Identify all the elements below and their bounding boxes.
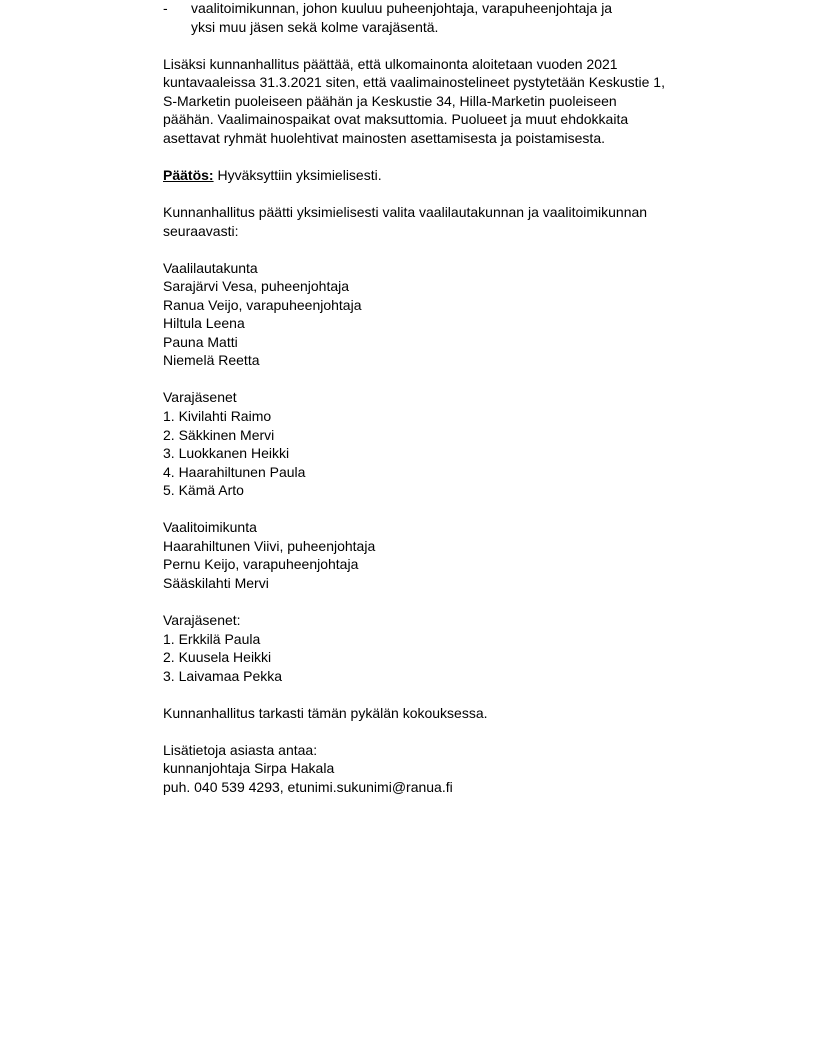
member: Hiltula Leena xyxy=(163,315,245,332)
decision xyxy=(163,166,665,185)
section-title: Varajäsenet: xyxy=(163,612,241,629)
text-line: kuntavaaleissa 31.3.2021 siten, että vaalimainostelineet pystytetään Keskustie 1, xyxy=(163,74,665,91)
deputy: 3. Laivamaa Pekka xyxy=(163,667,283,684)
section-title: Vaalitoimikunta xyxy=(163,519,257,536)
checked-statement: Kunnanhallitus tarkasti tämän pykälän kokouksessa. xyxy=(163,704,488,721)
deputy: 1. Erkkilä Paula xyxy=(163,630,261,647)
deputy: 2. Säkkinen Mervi xyxy=(163,426,275,443)
deputy: 4. Haarahiltunen Paula xyxy=(163,463,306,480)
member: Sääskilahti Mervi xyxy=(163,574,269,591)
deputy: 5. Kämä Arto xyxy=(163,482,244,499)
section-title: Varajäsenet xyxy=(163,389,237,406)
contact-line: kunnanjohtaja Sirpa Hakala xyxy=(163,760,335,777)
deputy: 2. Kuusela Heikki xyxy=(163,649,272,666)
deputy: 1. Kivilahti Raimo xyxy=(163,408,272,425)
decision-text: Hyväksyttiin yksimielisesti. xyxy=(213,166,382,183)
contact-line: puh. 040 539 4293, etunimi.sukunimi@ranua.fi xyxy=(163,778,453,795)
text-line: asettavat ryhmät huolehtivat mainosten asettamisesta ja poistamisesta. xyxy=(163,129,605,146)
member: Pernu Keijo, varapuheenjohtaja xyxy=(163,556,359,573)
bullet-line: vaalitoimikunnan, johon kuuluu puheenjohtaja, varapuheenjohtaja ja xyxy=(191,0,613,16)
section-title: Vaalilautakunta xyxy=(163,259,258,276)
bullet-item xyxy=(163,0,665,18)
deputy: 3. Luokkanen Heikki xyxy=(163,445,290,462)
contact-line: Lisätietoja asiasta antaa: xyxy=(163,741,318,758)
document-page xyxy=(163,0,665,797)
member: Pauna Matti xyxy=(163,333,238,350)
text-line: päähän. Vaalimainospaikat ovat maksuttomia. Puolueet ja muut ehdokkaita xyxy=(163,111,629,128)
paragraph-advertising xyxy=(163,55,665,148)
member: Ranua Veijo, varapuheenjohtaja xyxy=(163,296,362,313)
text-line: Kunnanhallitus päätti yksimielisesti valita vaalilautakunnan ja vaalitoimikunnan xyxy=(163,204,648,221)
bullet-marker: - xyxy=(163,0,168,16)
decision-label: Päätös: xyxy=(163,166,214,183)
text-line: Lisäksi kunnanhallitus päättää, että ulkomainonta aloitetaan vuoden 2021 xyxy=(163,55,618,72)
text-line: seuraavasti: xyxy=(163,222,239,239)
member: Haarahiltunen Viivi, puheenjohtaja xyxy=(163,537,376,554)
text-line: S-Marketin puoleiseen päähän ja Keskustie 34, Hilla-Marketin puoleiseen xyxy=(163,92,617,109)
member: Niemelä Reetta xyxy=(163,352,260,369)
bullet-line: yksi muu jäsen sekä kolme varajäsentä. xyxy=(191,18,439,35)
member: Sarajärvi Vesa, puheenjohtaja xyxy=(163,278,350,295)
